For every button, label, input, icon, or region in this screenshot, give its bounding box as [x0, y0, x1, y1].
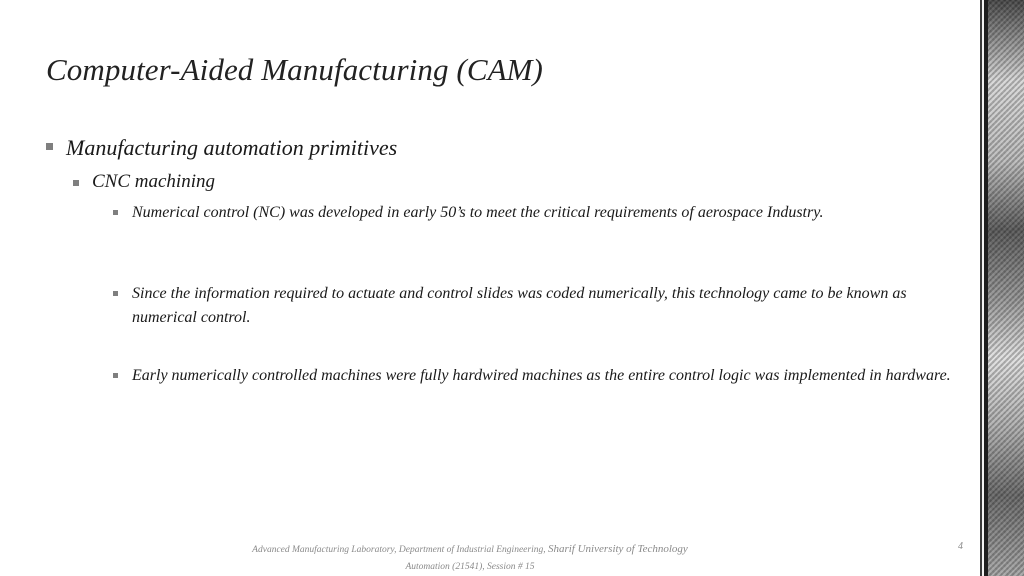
footer-university: Sharif University of Technology [547, 543, 688, 555]
page-number: 4 [958, 541, 963, 552]
bullet-level3-item: Early numerically controlled machines were fully hardwired machines as the entire control logic was implemented in hardware. [132, 367, 951, 384]
footer-course: Automation (21541), Session # 15 [405, 562, 535, 572]
slide-title: Computer-Aided Manufacturing (CAM) [46, 52, 543, 87]
bullet-level3-item: Numerical control (NC) was developed in early 50’s to meet the critical requirements of aerospace Industry. [132, 204, 824, 221]
square-bullet-icon [46, 143, 53, 150]
square-bullet-icon [113, 210, 118, 215]
square-bullet-icon [113, 291, 118, 296]
bullet-level2: CNC machining [92, 171, 215, 192]
footer-affiliation: Advanced Manufacturing Laboratory, Department of Industrial Engineering, [252, 545, 548, 555]
bullet-level1: Manufacturing automation primitives [66, 135, 398, 160]
slide-footer [190, 541, 750, 576]
decorative-edge-strip [988, 0, 1024, 576]
bullet-level3-item: Since the information required to actuate and control slides was coded numerically, this technology came to be known as numerical control. [132, 285, 907, 326]
footer-line1 [190, 541, 750, 559]
square-bullet-icon [73, 180, 79, 186]
square-bullet-icon [113, 373, 118, 378]
